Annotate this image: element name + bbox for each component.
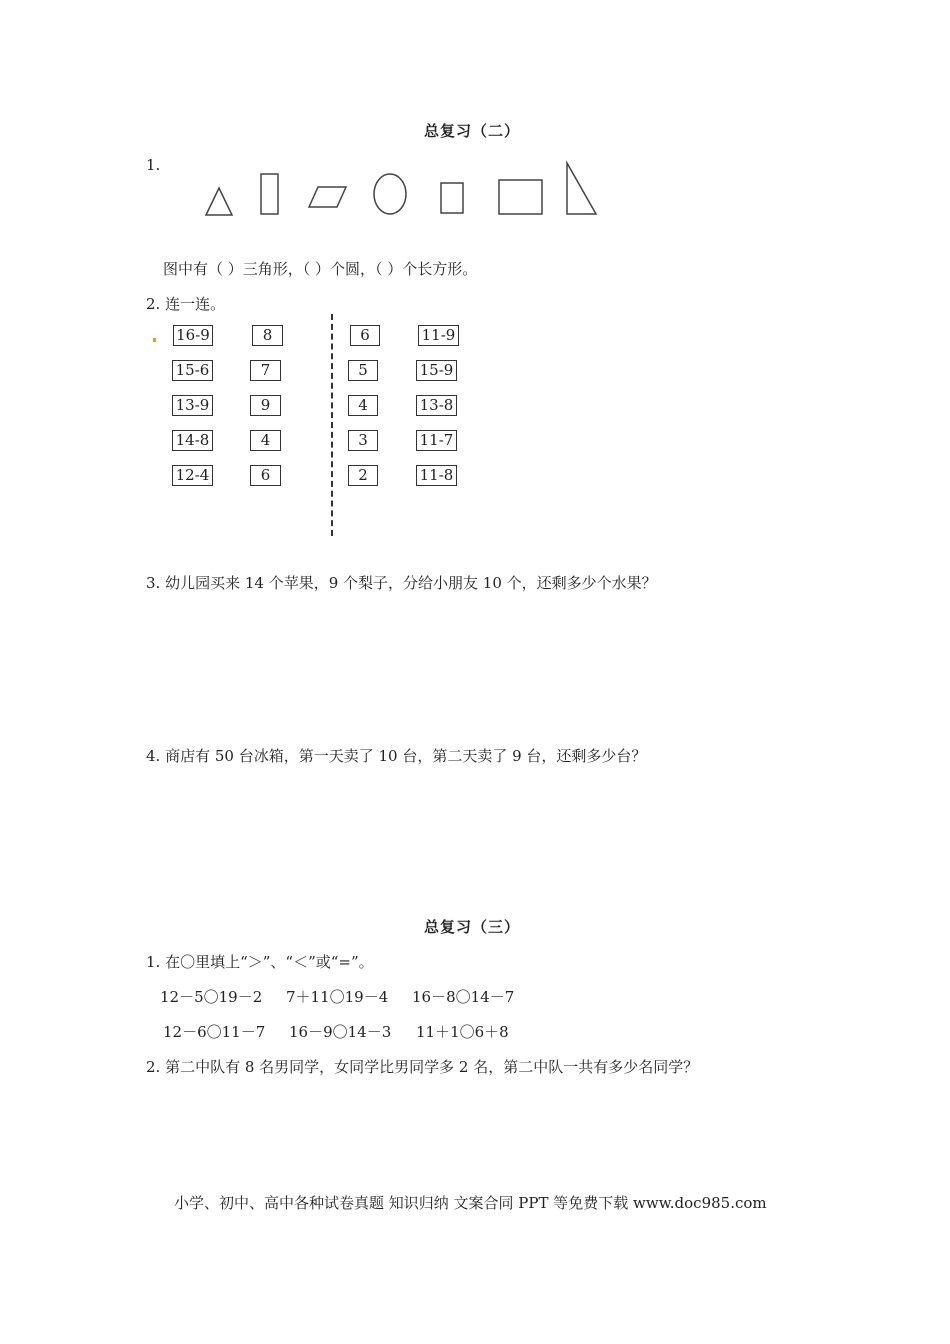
review3-title: 总复习（三） — [424, 918, 521, 936]
tall-rectangle-shape — [261, 174, 278, 214]
compare-item: 11＋1〇6＋8 — [416, 1023, 509, 1041]
triangle-shape — [206, 188, 232, 215]
footer-text: 小学、初中、高中各种试卷真题 知识归纳 文案合同 PPT 等免费下载 www.doc985.com — [174, 1194, 767, 1212]
q4-text: 4. 商店有 50 台冰箱，第一天卖了 10 台，第二天卖了 9 台，还剩多少台？ — [146, 747, 647, 765]
right-expr-box: 11-7 — [416, 430, 457, 451]
q3-text: 3. 幼儿园买来 14 个苹果，9 个梨子，分给小朋友 10 个，还剩多少个水果？ — [146, 574, 657, 592]
left-number-box: 8 — [252, 325, 283, 346]
q1-number: 1. — [146, 156, 161, 174]
left-number-box: 7 — [250, 360, 281, 381]
rectangle-shape — [499, 180, 542, 214]
left-expr-box: 16-9 — [173, 325, 213, 346]
left-expr-box: 15-6 — [172, 360, 213, 381]
right-expr-box: 11-9 — [418, 325, 459, 346]
compare-item: 12－6〇11－7 — [163, 1023, 266, 1041]
right-number-box: 4 — [348, 395, 378, 416]
left-number-box: 4 — [250, 430, 281, 451]
q1-prompt: 图中有（ ）三角形，（ ）个圆，（ ）个长方形。 — [163, 260, 478, 278]
left-expr-box: 13-9 — [172, 395, 213, 416]
review2-title: 总复习（二） — [424, 122, 521, 140]
circle-shape — [374, 174, 406, 214]
shapes-figure — [0, 0, 950, 240]
compare-item: 12－5〇19－2 — [160, 988, 263, 1006]
right-number-box: 2 — [348, 465, 378, 486]
dashed-divider — [331, 314, 333, 536]
stray-dot — [153, 338, 156, 342]
left-number-box: 6 — [250, 465, 281, 486]
compare-item: 7＋11〇19－4 — [286, 988, 389, 1006]
small-rectangle-shape — [441, 183, 463, 213]
compare-item: 16－9〇14－3 — [289, 1023, 392, 1041]
right-number-box: 3 — [348, 430, 378, 451]
right-expr-box: 15-9 — [416, 360, 457, 381]
parallelogram-shape — [309, 187, 346, 207]
left-number-box: 9 — [250, 395, 281, 416]
right-number-box: 5 — [348, 360, 378, 381]
right-expr-box: 11-8 — [416, 465, 457, 486]
r3-q1-label: 1. 在〇里填上“＞”、“＜”或“=”。 — [146, 953, 374, 971]
left-expr-box: 14-8 — [172, 430, 213, 451]
right-number-box: 6 — [350, 325, 380, 346]
r3-q2-text: 2. 第二中队有 8 名男同学，女同学比男同学多 2 名，第二中队一共有多少名同学？ — [146, 1058, 699, 1076]
right-expr-box: 13-8 — [416, 395, 457, 416]
right-triangle-shape — [567, 163, 596, 214]
q2-label: 2. 连一连。 — [146, 295, 226, 313]
left-expr-box: 12-4 — [172, 465, 213, 486]
compare-item: 16－8〇14－7 — [412, 988, 515, 1006]
